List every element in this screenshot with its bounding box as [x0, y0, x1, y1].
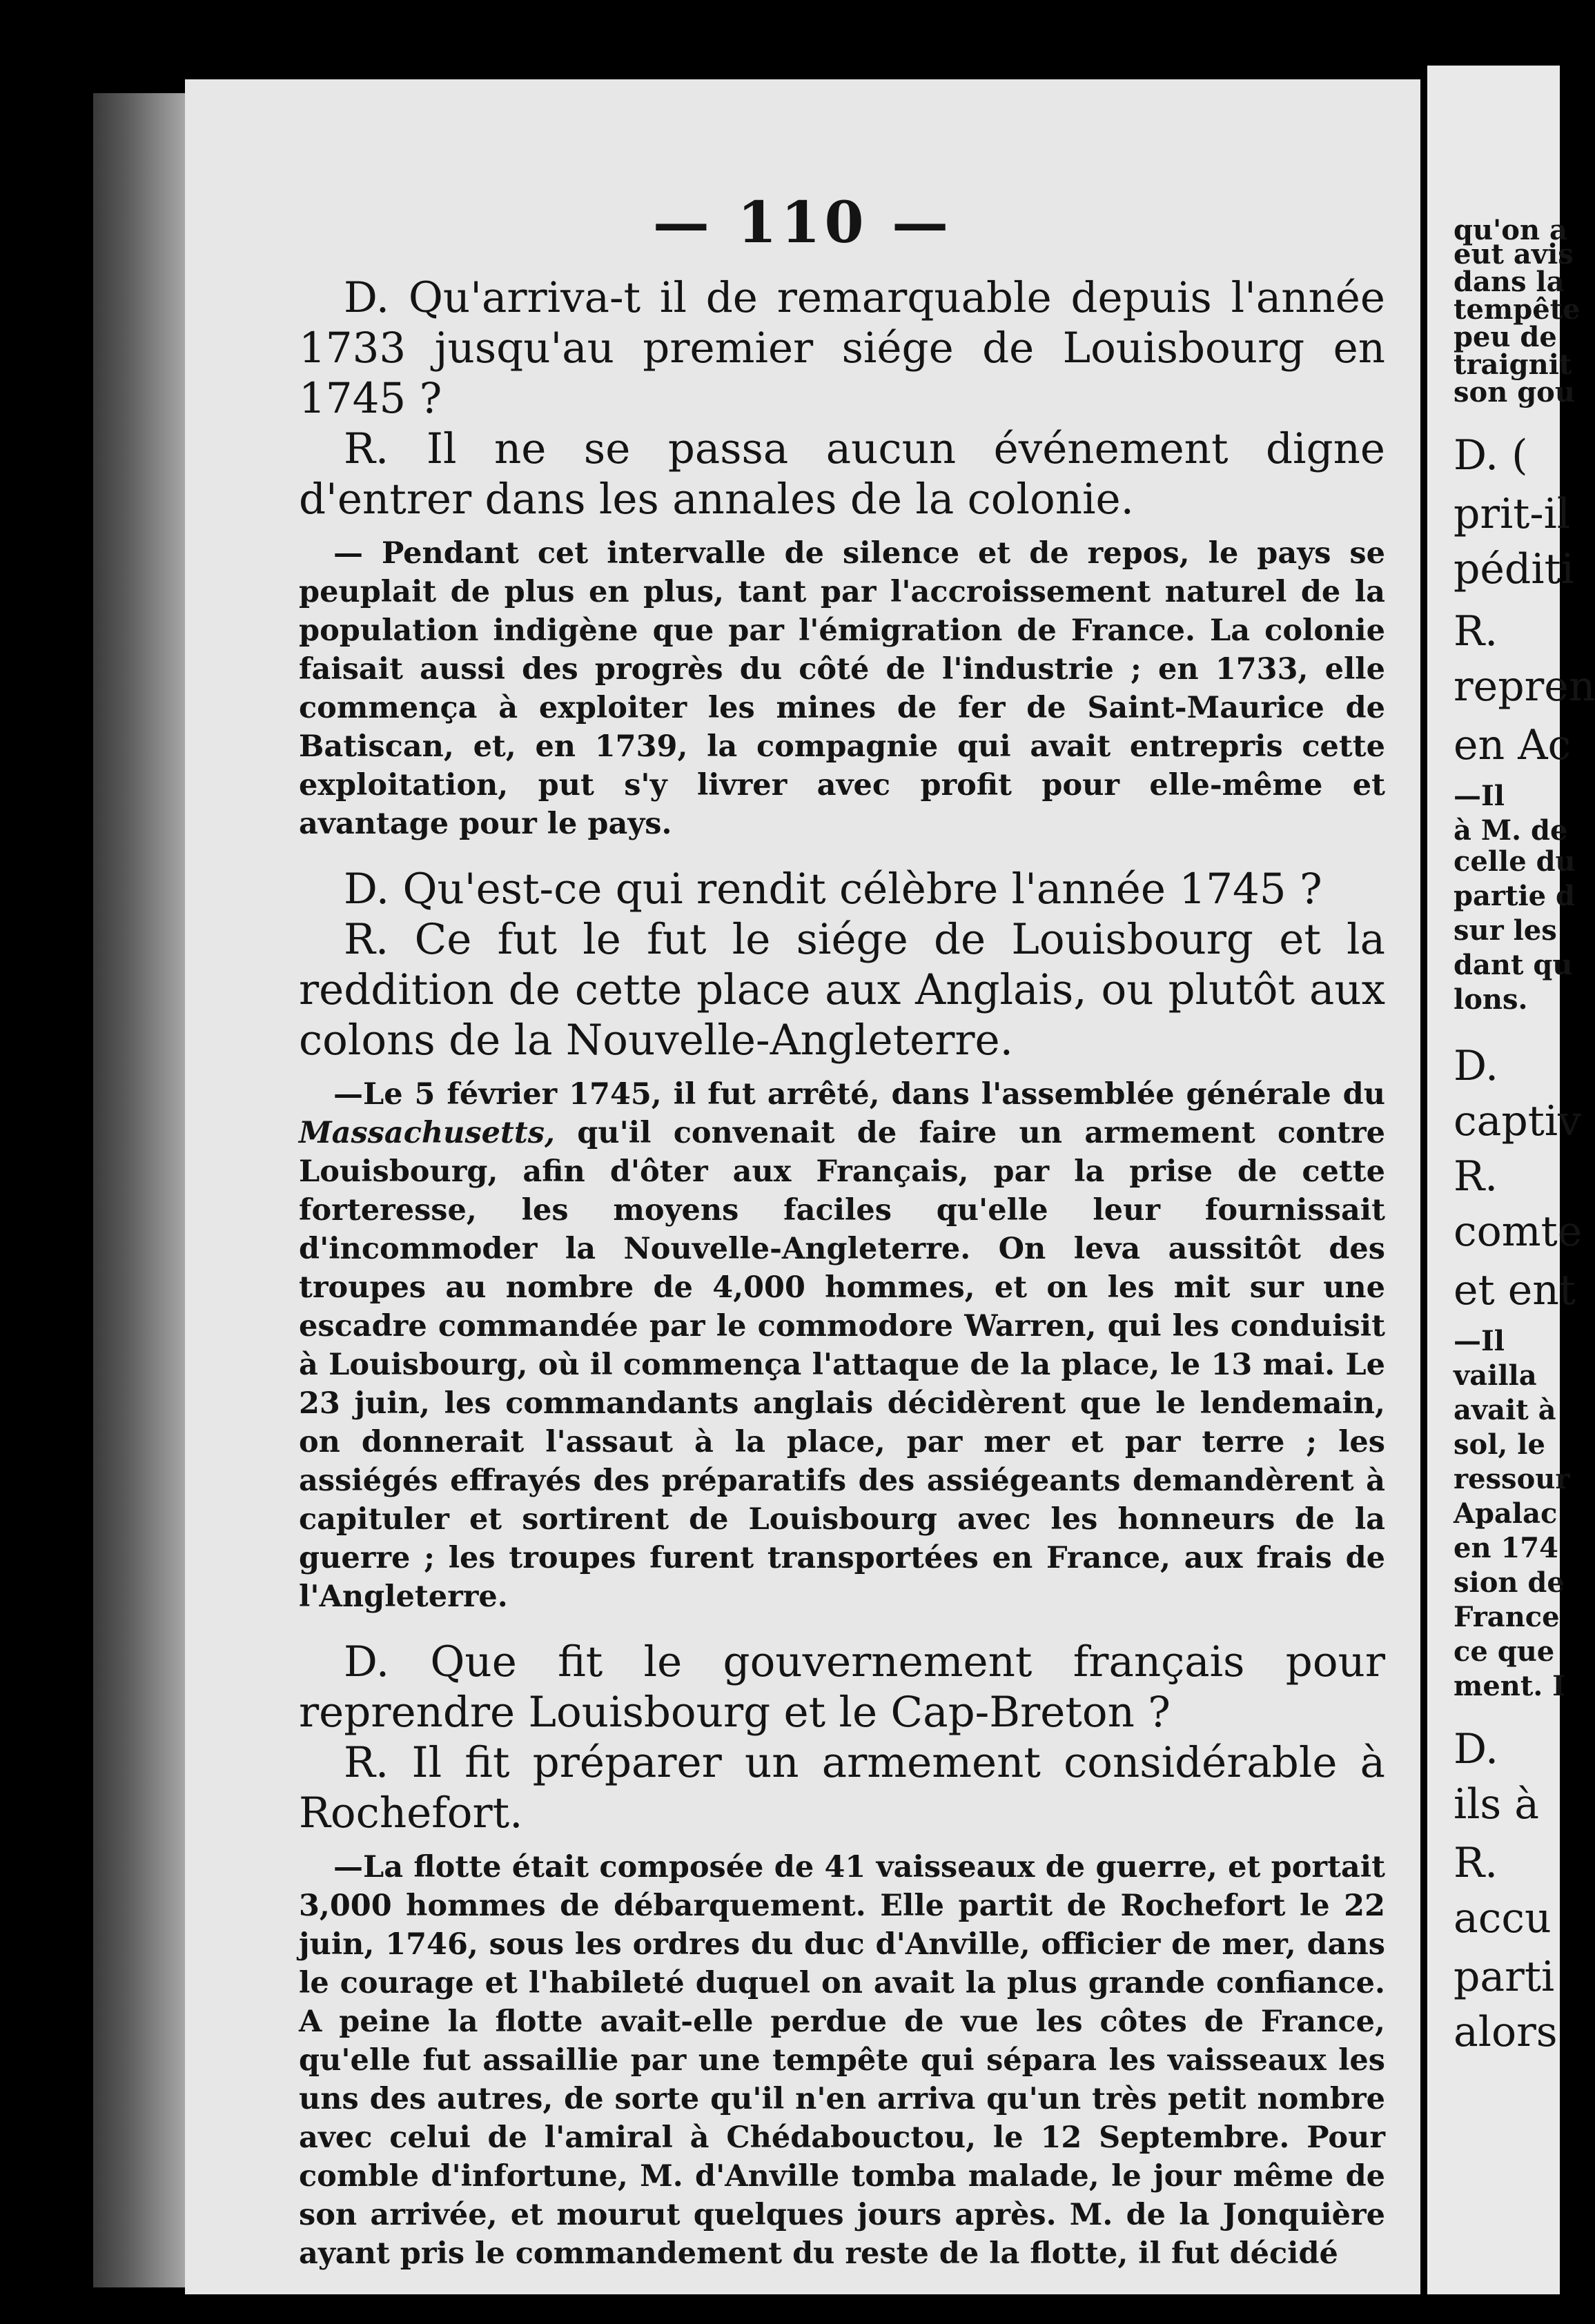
- right-page-line: en 174: [1454, 1532, 1558, 1564]
- right-page-fragment: [1427, 66, 1595, 2294]
- right-page-line: peu de: [1454, 321, 1557, 353]
- qa-section-2: [299, 864, 1385, 1616]
- right-page-line: sol, le: [1454, 1428, 1545, 1461]
- right-page-line: —Il: [1454, 1325, 1505, 1357]
- right-page-line: comte: [1454, 1208, 1583, 1256]
- note-2: [299, 1075, 1385, 1616]
- right-page-line: dans la: [1454, 266, 1565, 298]
- right-page-line: celle du: [1454, 845, 1576, 878]
- qa-section-1: [299, 273, 1385, 843]
- right-page-line: ils à: [1454, 1780, 1540, 1829]
- note-2-end: qu'il convenait de faire un armement contre Louisbourg, afin d'ôter aux Français, par la prise de cette forteresse, les moyens faciles qu'elle leur fournissait d'incommoder la Nouvelle-Angleterre. On leva aussitôt des troupes au nombre de 4,000 hommes, et on les mit sur une escadre commandée par le commodore Warren, qui les conduisit à Louisbourg, où il commença l'attaque de la place, le 13 mai. Le 23 juin, les commandants anglais décidèrent que le lendemain, on donnerait l'assaut à la place, par mer et par terre ; les assiégés effrayés des préparatifs des assiégeants demandèrent à capituler et sortirent de Louisbourg avec les honneurs de la guerre ; les troupes furent transportées en France, aux frais de l'Angleterre.: [299, 1116, 1385, 1614]
- right-page-line: sur les: [1454, 914, 1557, 947]
- right-page-line: qu'on a: [1454, 214, 1567, 246]
- right-page-line: D.: [1454, 1725, 1499, 1773]
- note-2-start: —Le 5 février 1745, il fut arrêté, dans l'assemblée générale du: [333, 1077, 1385, 1112]
- page-content: [299, 273, 1385, 2294]
- right-page-line: captiv: [1454, 1097, 1581, 1145]
- right-page-line: D.: [1454, 1042, 1499, 1090]
- right-page-line: partie d: [1454, 880, 1575, 912]
- book-spine-shadow: [93, 93, 186, 2287]
- right-page-line: sion de: [1454, 1566, 1565, 1599]
- right-page-line: Apalac: [1454, 1497, 1558, 1530]
- right-page-line: —Il: [1454, 780, 1505, 812]
- question-3: D. Que fit le gouvernement français pour reprendre Louisbourg et le Cap-Breton ?: [299, 1637, 1385, 1737]
- right-page-line: repren: [1454, 662, 1595, 711]
- right-page-line: péditi: [1454, 545, 1574, 593]
- qa-section-3: [299, 1637, 1385, 2273]
- right-page-line: ressour: [1454, 1463, 1570, 1495]
- right-page-line: à M. de: [1454, 814, 1568, 847]
- right-page-line: dant qu: [1454, 949, 1573, 981]
- right-page-line: parti: [1454, 1953, 1555, 2001]
- right-page-line: son gou: [1454, 376, 1575, 408]
- note-1: — Pendant cet intervalle de silence et de repos, le pays se peuplait de plus en plus, tant par l'accroissement naturel de la population indigène que par l'émigration de France. La colonie faisait aussi des progrès du côté de l'industrie ; en 1733, elle commença à exploiter les mines de fer de Saint-Maurice de Batiscan, et, en 1739, la compagnie qui avait entrepris cette exploitation, put s'y livrer avec profit pour elle-même et avantage pour le pays.: [299, 536, 1385, 841]
- answer-1: R. Il ne se passa aucun événement digne d'entrer dans les annales de la colonie.: [299, 424, 1385, 524]
- right-page-line: France: [1454, 1601, 1560, 1633]
- right-page-line: traignit: [1454, 348, 1572, 381]
- right-page-line: eut avis: [1454, 238, 1574, 270]
- note-3: —La flotte était composée de 41 vaisseaux de guerre, et portait 3,000 hommes de débarquement. Elle partit de Rochefort le 22 juin, 1746, sous les ordres du duc d'Anville, officier de mer, dans le courage et l'habileté duquel on avait la plus grande confiance. A peine la flotte avait-elle perdue de vue les côtes de France, qu'elle fut assaillie par une tempête qui sépara les vaisseaux les uns des autres, de sorte qu'il n'en arriva qu'un très petit nombre avec celui de l'amiral à Chédabouctou, le 12 Septembre. Pour comble d'infortune, M. d'Anville tomba malade, le jour même de son arrivée, et mourut quelques jours après. M. de la Jonquière ayant pris le commandement du reste de la flotte, il fut décidé: [299, 1850, 1385, 2271]
- right-page-line: prit-il: [1454, 490, 1571, 538]
- right-page-line: ce que: [1454, 1635, 1555, 1668]
- right-page-line: lons.: [1454, 983, 1528, 1016]
- right-page-line: avait à: [1454, 1394, 1556, 1426]
- right-page-line: R.: [1454, 607, 1498, 656]
- note-2-italic: Massachusetts,: [299, 1116, 555, 1150]
- answer-3: R. Il fit préparer un armement considérable à Rochefort.: [299, 1738, 1385, 1838]
- right-page-line: vailla: [1454, 1359, 1537, 1392]
- right-page-line: alors: [1454, 2008, 1558, 2056]
- right-page-line: en Ac: [1454, 721, 1572, 769]
- right-page-line: D. (: [1454, 431, 1528, 480]
- answer-2: R. Ce fut le fut le siége de Louisbourg et la reddition de cette place aux Anglais, ou plutôt aux colons de la Nouvelle-Angleterre.: [299, 915, 1385, 1065]
- right-page-line: R.: [1454, 1152, 1498, 1201]
- page-number: — 110 —: [652, 190, 953, 256]
- right-page-line: tempête: [1454, 293, 1581, 326]
- left-page: [185, 79, 1420, 2294]
- right-page-line: et ent: [1454, 1266, 1576, 1314]
- question-1: D. Qu'arriva-t il de remarquable depuis l'année 1733 jusqu'au premier siége de Louisbourg en 1745 ?: [299, 273, 1385, 423]
- right-page-line: accu: [1454, 1894, 1552, 1942]
- question-2: D. Qu'est-ce qui rendit célèbre l'année 1745 ?: [344, 865, 1322, 914]
- right-page-line: R.: [1454, 1839, 1498, 1887]
- right-page-line: ment. I: [1454, 1670, 1565, 1702]
